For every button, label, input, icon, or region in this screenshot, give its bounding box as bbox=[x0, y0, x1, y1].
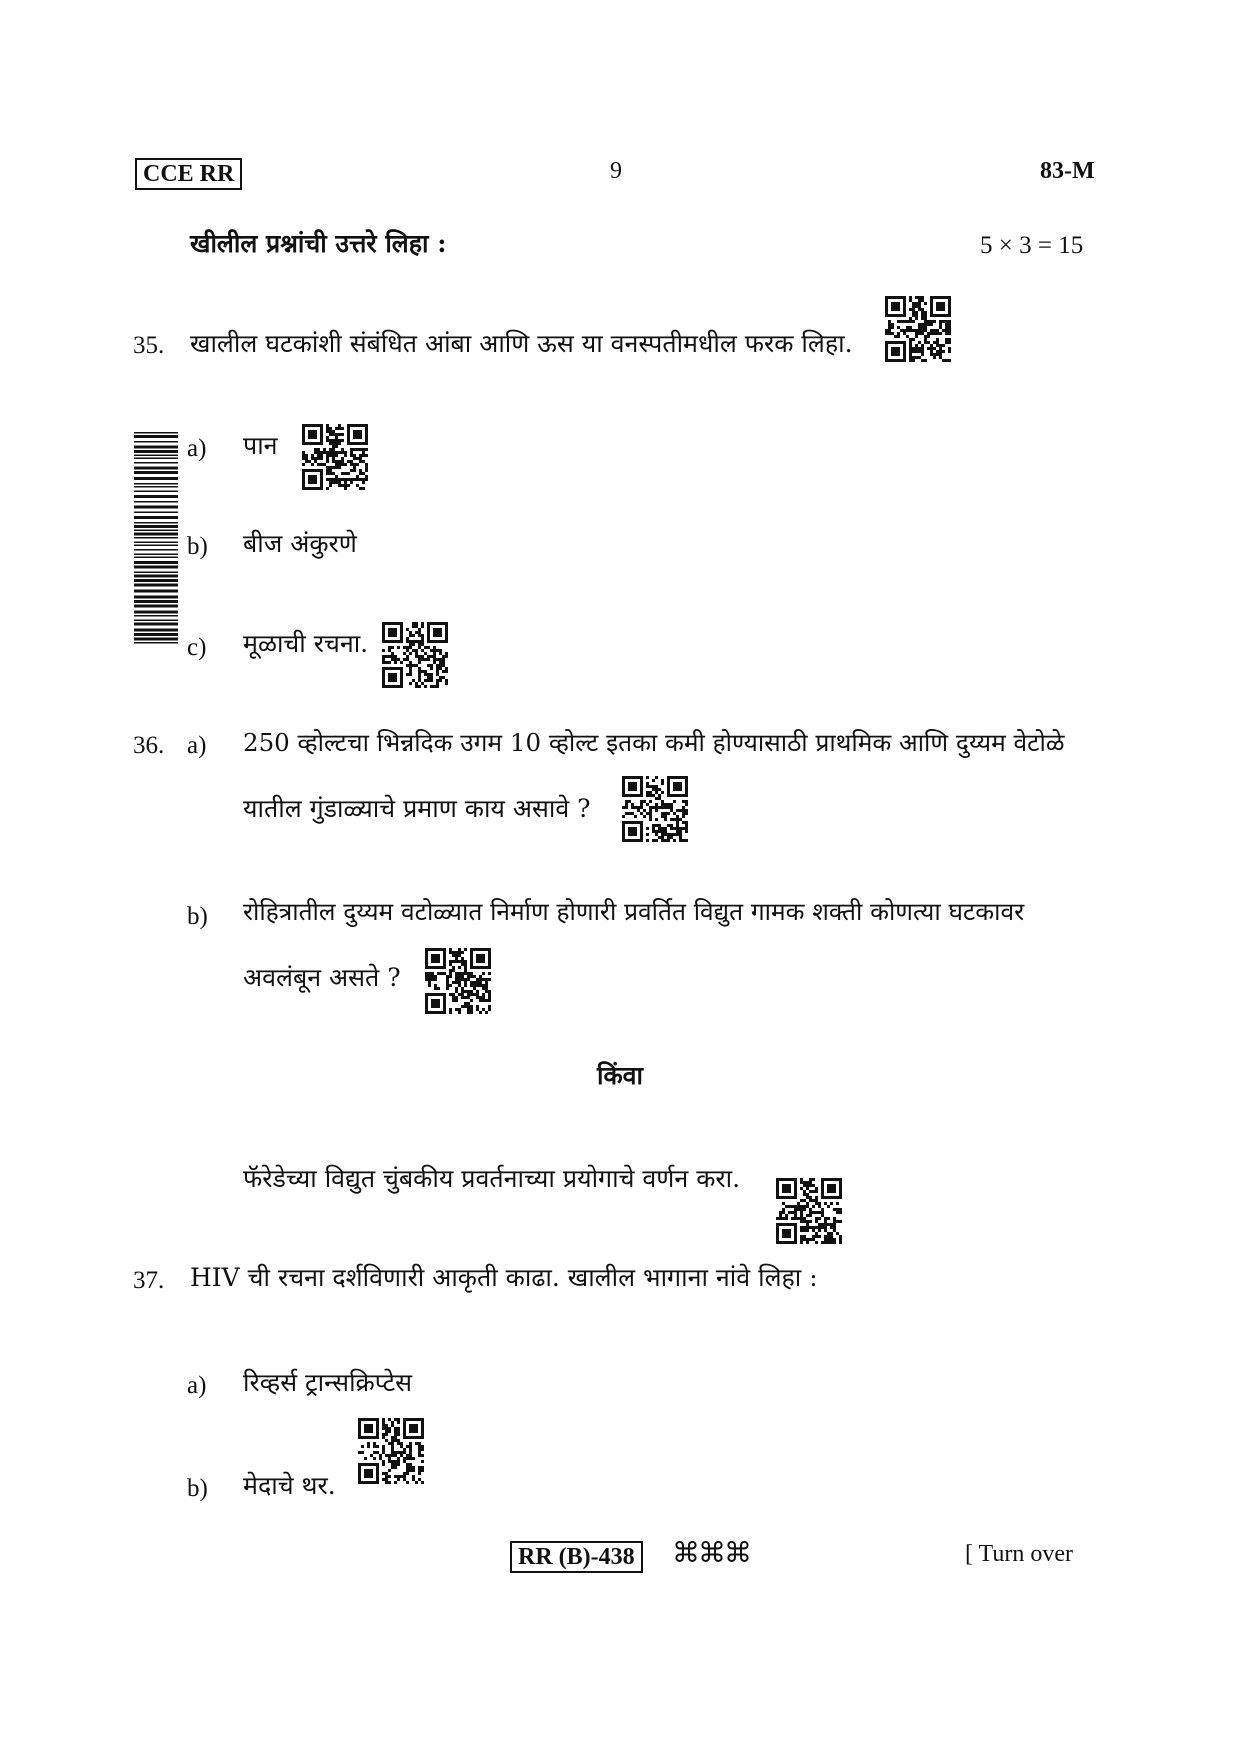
q36-b-line1: रोहित्रातील दुय्यम वटोळ्यात निर्माण होणारी प्रवर्तित विद्युत गामक शक्ती कोणत्या घटकावर bbox=[243, 897, 1025, 926]
question-35-text: खालील घटकांशी संबंधित आंबा आणि ऊस या वनस्पतीमधील फरक लिहा. bbox=[190, 329, 853, 358]
exam-code-box: CCE RR bbox=[135, 158, 242, 190]
question-number-36: 36. bbox=[133, 732, 165, 759]
option-label-c: c) bbox=[187, 634, 207, 661]
q37-text-a: रिव्हर्स ट्रान्सक्रिप्टेस bbox=[243, 1368, 413, 1397]
q36-a-label: a) bbox=[187, 732, 207, 759]
footer-code-box: RR (B)-438 bbox=[510, 1541, 643, 1573]
option-text-a: पान bbox=[243, 431, 278, 460]
qr-code-icon bbox=[622, 776, 688, 842]
qr-code-icon bbox=[358, 1418, 424, 1484]
option-label-a: a) bbox=[187, 435, 207, 462]
q36-alternative: फॅरेडेच्या विद्युत चुंबकीय प्रवर्तनाच्या प्रयोगाचे वर्णन करा. bbox=[243, 1164, 741, 1193]
page-number: 9 bbox=[610, 158, 622, 184]
q36-b-label: b) bbox=[187, 903, 208, 930]
barcode-icon bbox=[134, 432, 178, 646]
q36-a-line2: यातील गुंडाळ्याचे प्रमाण काय असावे ? bbox=[243, 794, 591, 823]
q36-a-line1: 250 व्होल्टचा भिन्नदिक उगम 10 व्होल्ट इतका कमी होण्यासाठी प्राथमिक आणि दुय्यम वेटोळे bbox=[243, 728, 1065, 757]
option-label-b: b) bbox=[187, 533, 208, 560]
section-instruction: खीलील प्रश्नांची उत्तरे लिहा : bbox=[190, 229, 447, 258]
question-number-35: 35. bbox=[133, 332, 165, 359]
q36-b-line2: अवलंबून असते ? bbox=[243, 963, 401, 992]
qr-code-icon bbox=[382, 622, 448, 688]
q37-label-b: b) bbox=[187, 1475, 208, 1502]
paper-code: 83-M bbox=[1040, 158, 1095, 184]
or-separator: किंवा bbox=[596, 1061, 644, 1090]
turn-over-label: [ Turn over bbox=[965, 1541, 1074, 1567]
question-37-text: HIV ची रचना दर्शविणारी आकृती काढा. खालील भागाना नांवे लिहा : bbox=[190, 1263, 818, 1292]
section-marks: 5 × 3 = 15 bbox=[980, 232, 1084, 259]
qr-code-icon bbox=[776, 1178, 842, 1244]
footer-ornament: ⌘⌘⌘ bbox=[672, 1536, 750, 1569]
qr-code-icon bbox=[425, 948, 491, 1014]
question-number-37: 37. bbox=[133, 1267, 165, 1294]
option-text-b: बीज अंकुरणे bbox=[243, 529, 357, 558]
option-text-c: मूळाची रचना. bbox=[243, 629, 369, 658]
q37-text-b: मेदाचे थर. bbox=[243, 1471, 336, 1500]
qr-code-icon bbox=[302, 424, 368, 490]
qr-code-icon bbox=[885, 296, 951, 362]
q37-label-a: a) bbox=[187, 1372, 207, 1399]
